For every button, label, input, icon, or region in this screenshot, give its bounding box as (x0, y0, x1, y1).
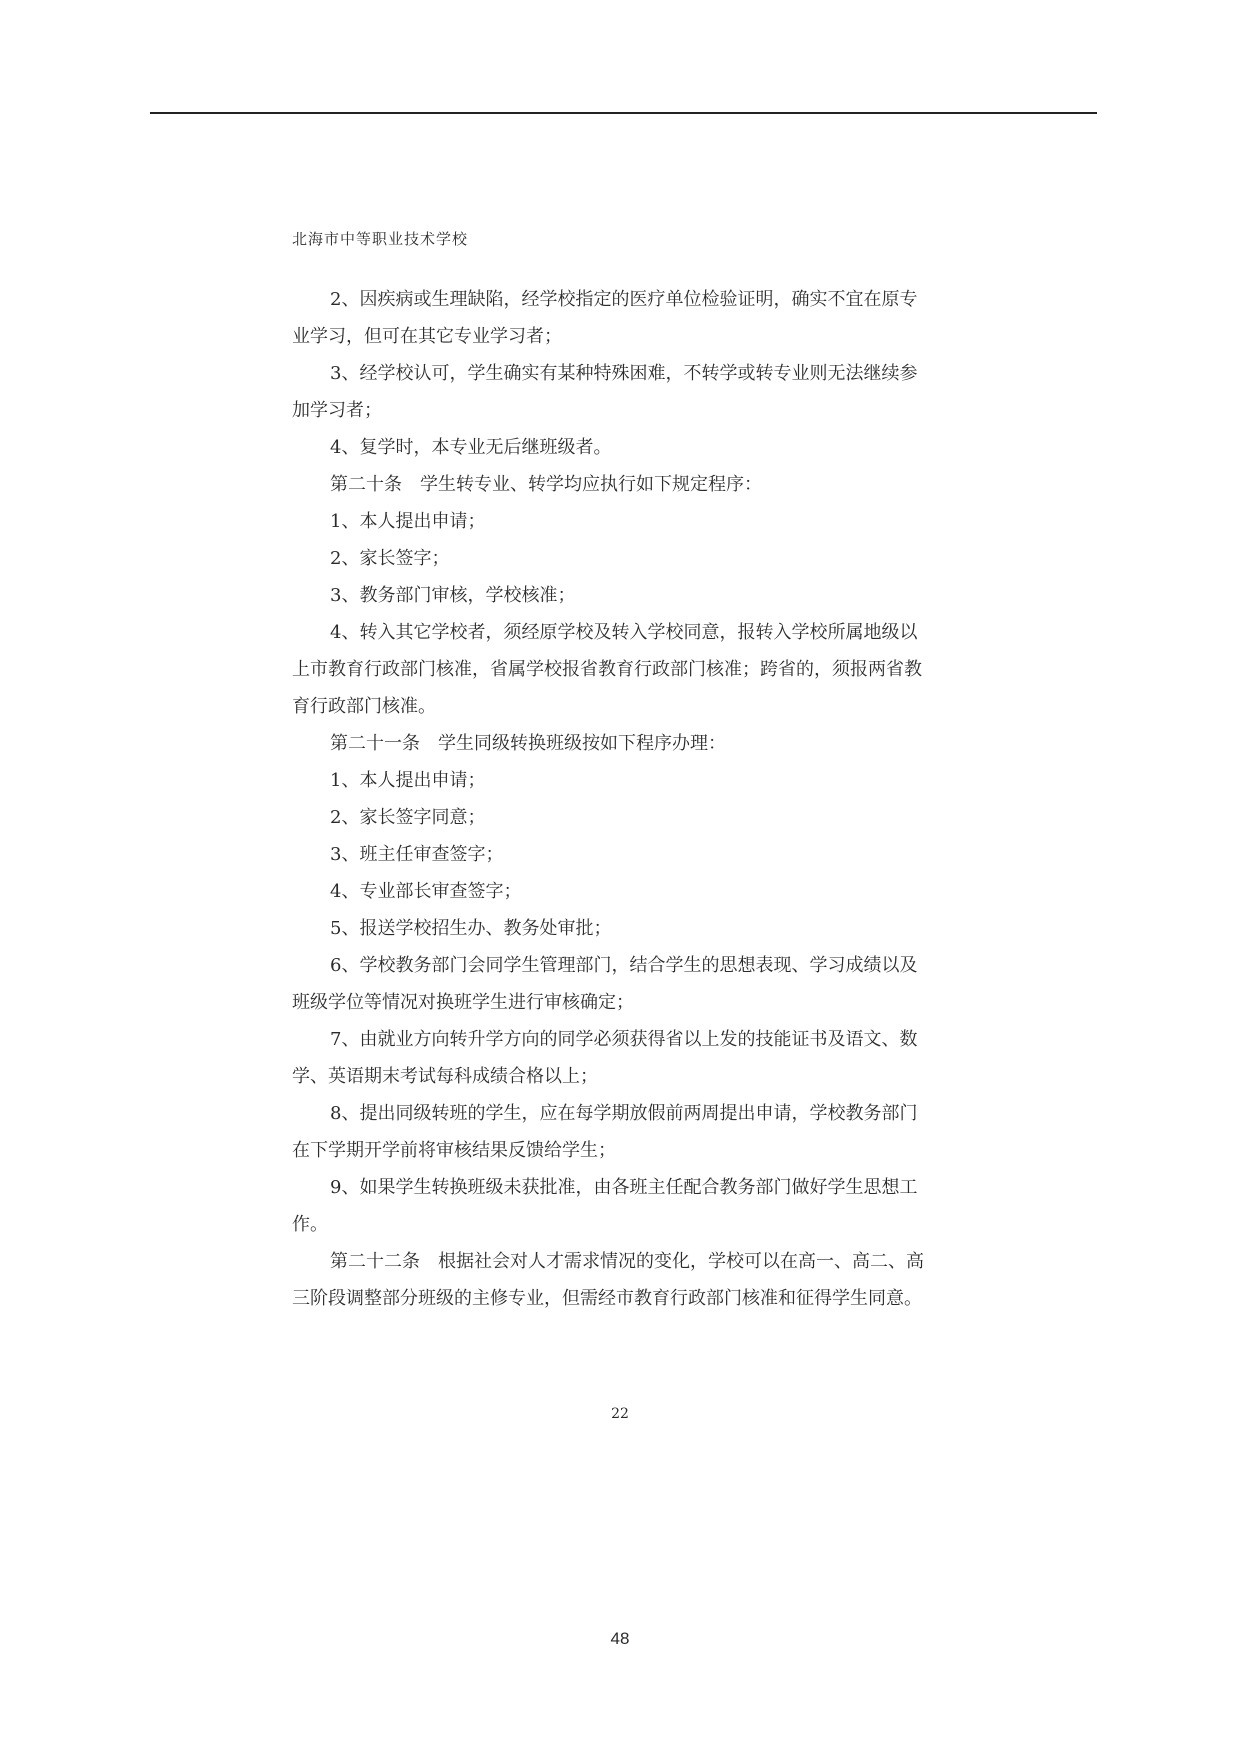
body-line: 育行政部门核准。 (292, 696, 436, 717)
body-line: 学、英语期末考试每科成绩合格以上； (292, 1066, 598, 1087)
body-line: 1、本人提出申请； (330, 511, 486, 532)
article-heading: 第二十二条 根据社会对人才需求情况的变化，学校可以在高一、高二、高 (330, 1251, 924, 1272)
body-line: 1、本人提出申请； (330, 770, 486, 791)
body-line: 三阶段调整部分班级的主修专业，但需经市教育行政部门核准和征得学生同意。 (292, 1288, 922, 1309)
body-line: 8、提出同级转班的学生，应在每学期放假前两周提出申请，学校教务部门 (330, 1103, 918, 1124)
inner-page-number: 22 (611, 1406, 629, 1422)
body-line: 2、因疾病或生理缺陷，经学校指定的医疗单位检验证明，确实不宜在原专 (330, 289, 918, 310)
body-line: 2、家长签字； (330, 548, 450, 569)
body-line: 4、复学时，本专业无后继班级者。 (330, 437, 612, 458)
body-line: 班级学位等情况对换班学生进行审核确定； (292, 992, 634, 1013)
body-line: 3、经学校认可，学生确实有某种特殊困难，不转学或转专业则无法继续参 (330, 363, 918, 384)
body-line: 作。 (292, 1214, 328, 1235)
article-heading: 第二十条 学生转专业、转学均应执行如下规定程序： (330, 474, 762, 495)
body-line: 4、转入其它学校者，须经原学校及转入学校同意，报转入学校所属地级以 (330, 622, 918, 643)
body-line: 加学习者； (292, 400, 382, 421)
body-line: 9、如果学生转换班级未获批准，由各班主任配合教务部门做好学生思想工 (330, 1177, 918, 1198)
body-line: 4、专业部长审查签字； (330, 881, 522, 902)
article-heading: 第二十一条 学生同级转换班级按如下程序办理： (330, 733, 726, 754)
body-line: 业学习，但可在其它专业学习者； (292, 326, 562, 347)
body-line: 3、班主任审查签字； (330, 844, 504, 865)
header-rule (150, 112, 1097, 114)
body-line: 在下学期开学前将审核结果反馈给学生； (292, 1140, 616, 1161)
body-line: 2、家长签字同意； (330, 807, 486, 828)
body-line: 上市教育行政部门核准，省属学校报省教育行政部门核准；跨省的，须报两省教 (292, 659, 922, 680)
school-name-header: 北海市中等职业技术学校 (292, 230, 469, 248)
body-line: 3、教务部门审核，学校核准； (330, 585, 576, 606)
outer-page-number: 48 (610, 1629, 630, 1648)
body-line: 6、学校教务部门会同学生管理部门，结合学生的思想表现、学习成绩以及 (330, 955, 918, 976)
body-line: 5、报送学校招生办、教务处审批； (330, 918, 612, 939)
body-line: 7、由就业方向转升学方向的同学必须获得省以上发的技能证书及语文、数 (330, 1029, 918, 1050)
